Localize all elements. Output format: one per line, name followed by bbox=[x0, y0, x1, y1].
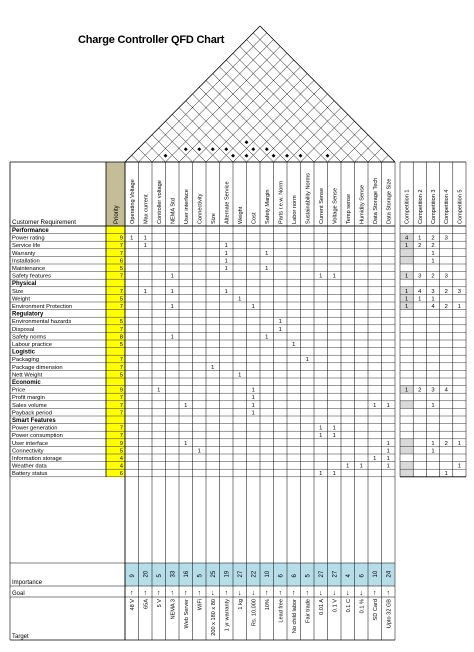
importance-value: 24 bbox=[386, 570, 393, 578]
competition-value: 1 bbox=[418, 235, 422, 242]
target-value: 65A bbox=[143, 599, 150, 609]
target-value: Rs. 10,000 bbox=[251, 599, 258, 627]
relationship-value: 1 bbox=[211, 364, 215, 371]
competition-value: 3 bbox=[418, 273, 422, 280]
grid-line bbox=[253, 33, 381, 162]
correlation-marker: ◆ bbox=[285, 153, 289, 160]
priority-value: 8 bbox=[119, 334, 123, 341]
importance-value: 6 bbox=[359, 574, 366, 578]
competition-value: 2 bbox=[444, 288, 448, 295]
section-label: Smart Features bbox=[12, 418, 56, 424]
importance-value: 27 bbox=[332, 570, 339, 578]
target-value: 0.1 V bbox=[332, 599, 339, 613]
target-value: NEMA 3 bbox=[170, 599, 177, 620]
requirement-label: Information storage bbox=[12, 456, 62, 462]
competition-shade bbox=[400, 469, 413, 477]
relationship-value: 1 bbox=[386, 402, 390, 409]
target-value: 0.01 A bbox=[318, 599, 325, 615]
priority-value: 7 bbox=[119, 357, 123, 364]
relationship-value: 1 bbox=[319, 433, 323, 440]
competition-value: 1 bbox=[431, 250, 435, 257]
requirement-label: Warranty bbox=[12, 250, 36, 257]
relationship-value: 1 bbox=[332, 471, 336, 478]
goal-arrow: ↑ bbox=[170, 590, 174, 597]
target-value: SD Card bbox=[372, 599, 379, 621]
requirement-label: Nett Weight bbox=[12, 372, 43, 379]
competition-value: 1 bbox=[418, 296, 422, 303]
correlation-marker: ◆ bbox=[244, 153, 249, 160]
goal-arrow: ↓ bbox=[332, 590, 336, 597]
competition-value: 2 bbox=[444, 304, 448, 310]
relationship-value: 1 bbox=[251, 402, 255, 409]
relationship-value: 1 bbox=[238, 296, 242, 303]
priority-value: 9 bbox=[119, 440, 123, 447]
priority-value: 4 bbox=[119, 456, 123, 462]
relationship-value: 1 bbox=[251, 395, 255, 402]
competition-value: 1 bbox=[431, 440, 435, 447]
relationship-value: 1 bbox=[251, 304, 255, 310]
competition-value: 1 bbox=[404, 288, 409, 295]
goal-arrow: ↑ bbox=[305, 590, 309, 597]
correlation-marker: ◆ bbox=[183, 146, 188, 153]
goal-arrow: ↑ bbox=[157, 590, 161, 597]
correlation-marker: ◆ bbox=[231, 153, 235, 160]
priority-value: 7 bbox=[119, 395, 123, 402]
goal-arrow: ↑ bbox=[143, 590, 147, 597]
relationship-value: 1 bbox=[265, 334, 269, 341]
tech-req-header: Current Sense bbox=[318, 187, 325, 224]
relationship-value: 1 bbox=[332, 433, 336, 440]
priority-value: 5 bbox=[119, 296, 123, 303]
relationship-value: 1 bbox=[278, 319, 282, 326]
target-value: WiFi bbox=[197, 599, 204, 611]
competition-value: 1 bbox=[457, 304, 462, 310]
priority-value: 7 bbox=[119, 243, 123, 250]
competition-value: 1 bbox=[404, 243, 409, 250]
importance-label: Importance bbox=[12, 580, 43, 586]
priority-value: 6 bbox=[119, 471, 123, 478]
relationship-value: 1 bbox=[265, 266, 269, 272]
goal-arrow: ↓ bbox=[238, 590, 242, 597]
priority-value: 7 bbox=[119, 410, 123, 417]
tech-req-header: Data Storage Tech bbox=[372, 177, 379, 224]
goal-arrow: ↓ bbox=[346, 590, 350, 597]
tech-req-header: Weight bbox=[237, 206, 244, 224]
requirement-label: Environment Protection bbox=[12, 304, 73, 310]
target-value: 0.1 C bbox=[345, 599, 352, 613]
relationship-value: 1 bbox=[224, 243, 228, 250]
priority-value: 7 bbox=[119, 364, 123, 371]
correlation-marker: ◆ bbox=[244, 139, 249, 146]
importance-value: 25 bbox=[210, 570, 217, 578]
relationship-value: 1 bbox=[130, 235, 134, 242]
competition-value: 3 bbox=[444, 273, 448, 280]
requirement-label: Labour practice bbox=[12, 342, 52, 348]
importance-value: 27 bbox=[237, 570, 244, 578]
priority-value: 5 bbox=[119, 342, 123, 348]
relationship-value: 1 bbox=[319, 273, 323, 280]
relationship-value: 1 bbox=[332, 425, 336, 432]
priority-value: 7 bbox=[119, 402, 123, 409]
section-label: Regulatory bbox=[12, 311, 44, 318]
priority-header: Priority bbox=[114, 205, 120, 224]
tech-req-header: Labor norm bbox=[291, 195, 298, 224]
priority-value: 4 bbox=[119, 463, 123, 470]
requirement-label: User interface bbox=[12, 440, 49, 447]
goal-arrow: ↑ bbox=[292, 590, 296, 597]
correlation-marker: ◆ bbox=[251, 146, 256, 153]
requirement-label: Weather data bbox=[12, 463, 47, 470]
grid-line bbox=[298, 114, 348, 162]
relationship-value: 1 bbox=[305, 357, 309, 364]
priority-value: 7 bbox=[119, 250, 123, 257]
relationship-value: 1 bbox=[359, 463, 363, 470]
competition-value: 2 bbox=[431, 273, 435, 280]
competition-value: 4 bbox=[404, 235, 409, 242]
target-value: 5 V bbox=[156, 599, 163, 608]
requirement-label: Sales volume bbox=[12, 402, 47, 409]
competition-shade bbox=[400, 439, 413, 447]
tech-req-header: Size bbox=[210, 213, 217, 224]
relationship-value: 1 bbox=[373, 456, 377, 462]
goal-arrow: ↑ bbox=[386, 590, 390, 597]
goal-arrow: ↓ bbox=[211, 590, 215, 597]
relationship-value: 1 bbox=[346, 463, 350, 470]
relationship-value: 1 bbox=[224, 250, 228, 257]
tech-req-header: Safety Margin bbox=[264, 189, 271, 224]
chart-title: Charge Controller QFD Chart bbox=[78, 34, 225, 46]
section-label: Performance bbox=[12, 228, 49, 234]
grid-line bbox=[193, 60, 294, 162]
target-value: Lead free bbox=[278, 599, 285, 623]
requirement-label: Weight bbox=[12, 296, 30, 303]
relationship-value: 1 bbox=[265, 250, 269, 257]
priority-value: 5 bbox=[119, 372, 123, 379]
competition-value: 4 bbox=[418, 288, 422, 295]
competition-value: 3 bbox=[431, 387, 435, 394]
goal-arrow: ↑ bbox=[224, 590, 228, 597]
competition-value: 1 bbox=[444, 471, 448, 478]
importance-value: 22 bbox=[251, 570, 258, 578]
priority-value: 7 bbox=[119, 304, 123, 310]
section-label: Physical bbox=[12, 281, 37, 288]
target-value: Fair trade bbox=[305, 599, 312, 623]
tech-req-header: NEMA Std bbox=[170, 198, 177, 224]
requirement-label: Connectivity bbox=[12, 448, 44, 455]
importance-value: 9 bbox=[129, 574, 136, 578]
competition-value: 1 bbox=[457, 440, 462, 447]
requirement-label: Power consumption bbox=[12, 433, 63, 440]
correlation-marker: ◆ bbox=[163, 153, 168, 160]
goal-arrow: ↓ bbox=[319, 590, 323, 597]
tech-req-header: Operating Voltage bbox=[129, 179, 136, 224]
relationship-value: 1 bbox=[170, 273, 174, 280]
target-value: No child labor bbox=[291, 599, 298, 634]
competition-shade bbox=[400, 462, 413, 470]
relationship-value: 1 bbox=[143, 235, 147, 242]
target-value: 200 x 180 x 80 bbox=[210, 599, 217, 636]
requirement-label: Packaging bbox=[12, 357, 40, 364]
goal-arrow: ↑ bbox=[278, 590, 282, 597]
requirement-label: Price bbox=[12, 387, 26, 394]
tech-req-header: Alternate Service bbox=[224, 181, 231, 224]
relationship-value: 1 bbox=[386, 448, 390, 455]
competitor-header: Competition 2 bbox=[417, 189, 424, 224]
relationship-value: 1 bbox=[170, 288, 174, 295]
competition-value: 1 bbox=[431, 258, 435, 265]
goal-label: Goal bbox=[12, 591, 25, 597]
grid-line bbox=[132, 155, 139, 162]
priority-value: 7 bbox=[119, 326, 123, 333]
requirement-label: Profit margin bbox=[12, 395, 45, 402]
grid-line bbox=[172, 114, 219, 162]
requirement-label: Installation bbox=[12, 258, 40, 265]
requirement-label: Power generation bbox=[12, 425, 58, 432]
target-value: 10% bbox=[264, 599, 271, 611]
competition-shade bbox=[400, 249, 413, 257]
competition-value: 1 bbox=[404, 387, 409, 394]
grid-line bbox=[382, 155, 389, 162]
target-value: 0.1 % bbox=[359, 599, 366, 614]
correlation-marker: ◆ bbox=[298, 153, 303, 160]
goal-arrow: ↑ bbox=[197, 590, 201, 597]
requirement-label: Package dimension bbox=[12, 364, 63, 371]
relationship-value: 1 bbox=[332, 273, 336, 280]
competitor-header: Competition 1 bbox=[404, 189, 411, 224]
section-label: Economic bbox=[12, 380, 41, 386]
relationship-value: 1 bbox=[386, 456, 390, 462]
competition-value: 2 bbox=[431, 235, 435, 242]
importance-value: 20 bbox=[143, 570, 150, 578]
importance-value: 4 bbox=[345, 574, 352, 578]
importance-value: 6 bbox=[291, 574, 298, 578]
competition-value: 1 bbox=[431, 402, 435, 409]
tech-req-header: Connectivity bbox=[197, 193, 204, 224]
importance-value: 33 bbox=[170, 570, 177, 578]
competition-value: 2 bbox=[431, 243, 435, 250]
importance-value: 5 bbox=[305, 574, 312, 578]
importance-value: 5 bbox=[197, 574, 204, 578]
relationship-value: 1 bbox=[319, 471, 323, 478]
competition-value: 1 bbox=[457, 463, 462, 470]
importance-value: 10 bbox=[264, 570, 271, 578]
competition-shade bbox=[400, 401, 413, 409]
importance-value: 27 bbox=[318, 570, 325, 578]
relationship-value: 1 bbox=[143, 243, 147, 250]
goal-arrow: ↑ bbox=[184, 590, 188, 597]
requirement-label: Power rating bbox=[12, 235, 45, 242]
competition-value: 3 bbox=[444, 235, 448, 242]
priority-value: 7 bbox=[119, 425, 123, 432]
priority-value: 9 bbox=[119, 235, 123, 242]
competition-value: 1 bbox=[431, 296, 435, 303]
relationship-value: 1 bbox=[224, 258, 228, 265]
goal-arrow: ↓ bbox=[359, 590, 363, 597]
requirement-label: Size bbox=[12, 288, 24, 295]
priority-value: 5 bbox=[119, 319, 123, 326]
requirement-label: Safety features bbox=[12, 273, 51, 280]
goal-arrow: ↓ bbox=[251, 590, 255, 597]
competition-value: 1 bbox=[404, 304, 409, 310]
correlation-marker: ◆ bbox=[224, 146, 229, 153]
grid-line bbox=[220, 74, 308, 162]
competition-value: 3 bbox=[431, 288, 435, 295]
correlation-marker: ◆ bbox=[325, 153, 330, 160]
relationship-value: 1 bbox=[184, 402, 188, 409]
competition-shade bbox=[400, 446, 413, 454]
priority-value: 7 bbox=[119, 288, 123, 295]
importance-value: 19 bbox=[224, 570, 231, 578]
requirement-label: Disposal bbox=[12, 326, 35, 333]
requirement-label: Service life bbox=[12, 243, 41, 250]
requirement-header: Customer Requirement bbox=[12, 219, 76, 226]
competition-value: 4 bbox=[431, 304, 435, 310]
tech-req-header: Temp sense bbox=[345, 193, 352, 224]
importance-value: 16 bbox=[183, 570, 190, 578]
relationship-value: 1 bbox=[157, 387, 161, 394]
relationship-value: 1 bbox=[386, 440, 390, 447]
priority-value: 9 bbox=[119, 387, 123, 394]
tech-req-header: Cost bbox=[251, 212, 258, 224]
requirement-label: Safety norms bbox=[12, 334, 47, 341]
relationship-value: 1 bbox=[251, 387, 255, 394]
requirement-label: Environmental hazards bbox=[12, 319, 72, 326]
relationship-value: 1 bbox=[197, 448, 201, 455]
relationship-value: 1 bbox=[373, 402, 377, 409]
competition-value: 4 bbox=[444, 387, 448, 394]
target-label: Target bbox=[12, 634, 29, 640]
relationship-value: 1 bbox=[170, 334, 174, 341]
relationship-value: 1 bbox=[170, 304, 174, 310]
competitor-header: Competition 3 bbox=[431, 189, 437, 224]
competition-shade bbox=[400, 256, 413, 264]
grid-line bbox=[244, 87, 321, 162]
competitor-header: Competition 4 bbox=[444, 189, 451, 224]
importance-value: 6 bbox=[278, 574, 285, 578]
priority-value: 7 bbox=[119, 273, 123, 280]
relationship-value: 1 bbox=[386, 463, 390, 470]
tech-req-header: Humidity Sense bbox=[359, 184, 366, 224]
competitor-header: Competition 5 bbox=[457, 189, 464, 224]
tech-req-header: User interface bbox=[183, 189, 190, 224]
priority-value: 5 bbox=[119, 266, 123, 272]
tech-req-header: Controller voltage bbox=[156, 180, 163, 224]
tech-req-header: Parts r.e.w. Norm bbox=[278, 181, 285, 224]
correlation-marker: ◆ bbox=[210, 146, 215, 153]
correlation-marker: ◆ bbox=[264, 146, 269, 153]
target-value: Web Server bbox=[183, 599, 190, 629]
goal-arrow: ↑ bbox=[373, 590, 377, 597]
grid-line bbox=[183, 101, 247, 162]
priority-value: 7 bbox=[119, 433, 123, 440]
priority-value: 6 bbox=[119, 258, 123, 265]
relationship-value: 1 bbox=[224, 288, 228, 295]
importance-value: 5 bbox=[156, 574, 163, 578]
target-value: 1 kg bbox=[237, 599, 244, 610]
relationship-value: 1 bbox=[292, 342, 296, 348]
relationship-value: 1 bbox=[143, 288, 147, 295]
priority-value: 5 bbox=[119, 448, 123, 455]
competition-value: 1 bbox=[431, 448, 435, 455]
competition-value: 2 bbox=[418, 243, 422, 250]
requirement-label: Battery status bbox=[12, 471, 48, 478]
relationship-value: 1 bbox=[224, 266, 228, 272]
tech-req-header: Sustainability Norms bbox=[305, 173, 312, 224]
goal-arrow: ↑ bbox=[130, 590, 134, 597]
target-value: 1 yr warranty bbox=[224, 599, 231, 632]
competition-value: 1 bbox=[404, 296, 409, 303]
competition-value: 2 bbox=[418, 387, 422, 394]
correlation-marker: ◆ bbox=[197, 146, 202, 153]
relationship-value: 1 bbox=[319, 425, 323, 432]
target-value: 48 V bbox=[129, 599, 136, 611]
relationship-value: 1 bbox=[251, 410, 255, 417]
importance-value: 10 bbox=[372, 570, 379, 578]
grid-line bbox=[325, 128, 362, 162]
competition-value: 2 bbox=[444, 440, 448, 447]
grid-line bbox=[226, 60, 327, 162]
competition-value: 3 bbox=[457, 288, 462, 295]
target-value: Upto 32 GB bbox=[386, 599, 393, 629]
section-label: Logistic bbox=[12, 349, 36, 356]
requirement-label: Maintenance bbox=[12, 266, 46, 272]
goal-arrow: ↑ bbox=[265, 590, 269, 597]
tech-req-header: Data Storage Size bbox=[386, 178, 393, 224]
relationship-value: 1 bbox=[238, 372, 242, 379]
relationship-value: 1 bbox=[184, 440, 188, 447]
competition-value: 1 bbox=[404, 273, 409, 280]
tech-req-header: Max current bbox=[143, 194, 150, 224]
correlation-marker: ◆ bbox=[271, 153, 276, 160]
relationship-value: 1 bbox=[278, 326, 282, 333]
tech-req-header: Voltage Sense bbox=[332, 187, 339, 224]
requirement-label: Payback period bbox=[12, 410, 52, 417]
